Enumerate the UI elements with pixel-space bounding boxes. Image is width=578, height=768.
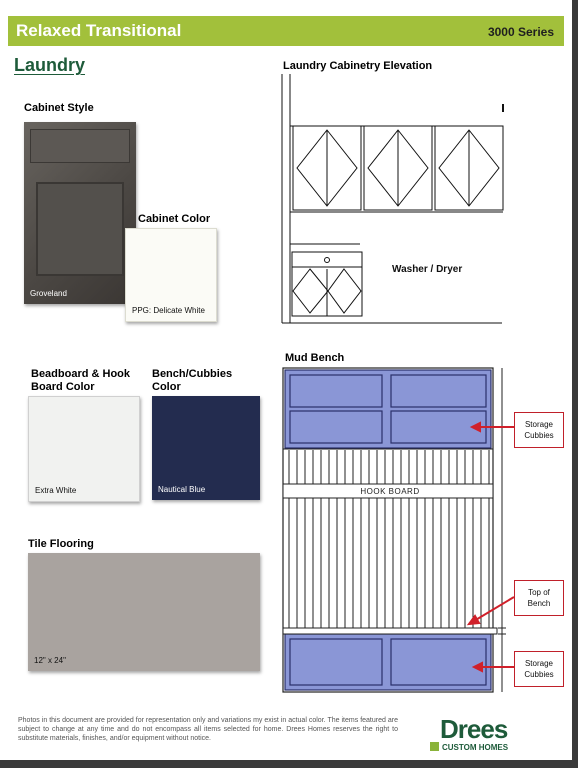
laundry-elevation-drawing: [280, 74, 505, 324]
cabinet-color-name: PPG: Delicate White: [132, 306, 205, 315]
hook-board-label: HOOK BOARD: [360, 487, 420, 496]
disclaimer-text: Photos in this document are provided for representation only and variations my exist in actual color. The items featured are subject to change at any time and do not encompass all items selected for home. Drees Homes reserves the right to substitute materials, finishes, and/or equipment without notice.: [18, 717, 398, 742]
cabinet-color-swatch: [125, 228, 217, 322]
callout-bench-line2: Bench: [527, 599, 551, 608]
logo-word: Drees: [440, 714, 508, 744]
bench-cubbies-label: [152, 368, 232, 394]
title-banner: [8, 16, 564, 46]
cabinet-style-name: Groveland: [30, 289, 67, 298]
tile-flooring-swatch: [28, 553, 260, 671]
beadboard-color-name: Extra White: [35, 486, 77, 495]
section-heading: Laundry: [14, 55, 86, 75]
callout-storage-cubbies-bottom: [514, 651, 564, 687]
callout-storage-top-line2: Cubbies: [524, 431, 554, 440]
mud-bench-title: Mud Bench: [285, 352, 345, 364]
logo-leaf-icon: [430, 740, 440, 752]
callout-storage-bottom-line2: Cubbies: [524, 670, 554, 679]
callout-storage-bottom-line1: Storage: [524, 659, 553, 668]
banner-series: 3000 Series: [487, 25, 554, 39]
bench-cubbies-color-name: Nautical Blue: [158, 485, 206, 494]
callout-storage-cubbies-top: [514, 412, 564, 448]
tile-size: 12" x 24": [34, 656, 66, 665]
beadboard-label-line2: Board Color: [31, 381, 95, 393]
cabinet-door-image: [24, 122, 136, 304]
drees-logo: [430, 714, 550, 756]
banner-title: Relaxed Transitional: [16, 21, 182, 40]
bench-cubbies-label-line1: Bench/Cubbies: [152, 368, 233, 380]
cabinet-color-label: Cabinet Color: [138, 213, 211, 225]
beadboard-color-swatch: [28, 396, 140, 502]
washer-dryer-label: Washer / Dryer: [392, 264, 463, 275]
callout-arrows: [460, 415, 520, 675]
bench-cubbies-color-swatch: [152, 396, 260, 500]
door-panel: [36, 182, 124, 276]
tile-flooring-label: Tile Flooring: [28, 538, 94, 550]
callout-storage-top-line1: Storage: [524, 420, 553, 429]
elevation-title: Laundry Cabinetry Elevation: [283, 60, 433, 72]
callout-bench-line1: Top of: [528, 588, 550, 597]
callout-top-of-bench: [514, 580, 564, 616]
cabinet-style-label: Cabinet Style: [24, 102, 94, 114]
beadboard-label-line1: Beadboard & Hook: [31, 368, 131, 380]
beadboard-label: [31, 368, 130, 394]
bench-cubbies-label-line2: Color: [152, 381, 181, 393]
logo-subtitle: CUSTOM HOMES: [442, 743, 509, 752]
door-rail: [30, 129, 130, 163]
